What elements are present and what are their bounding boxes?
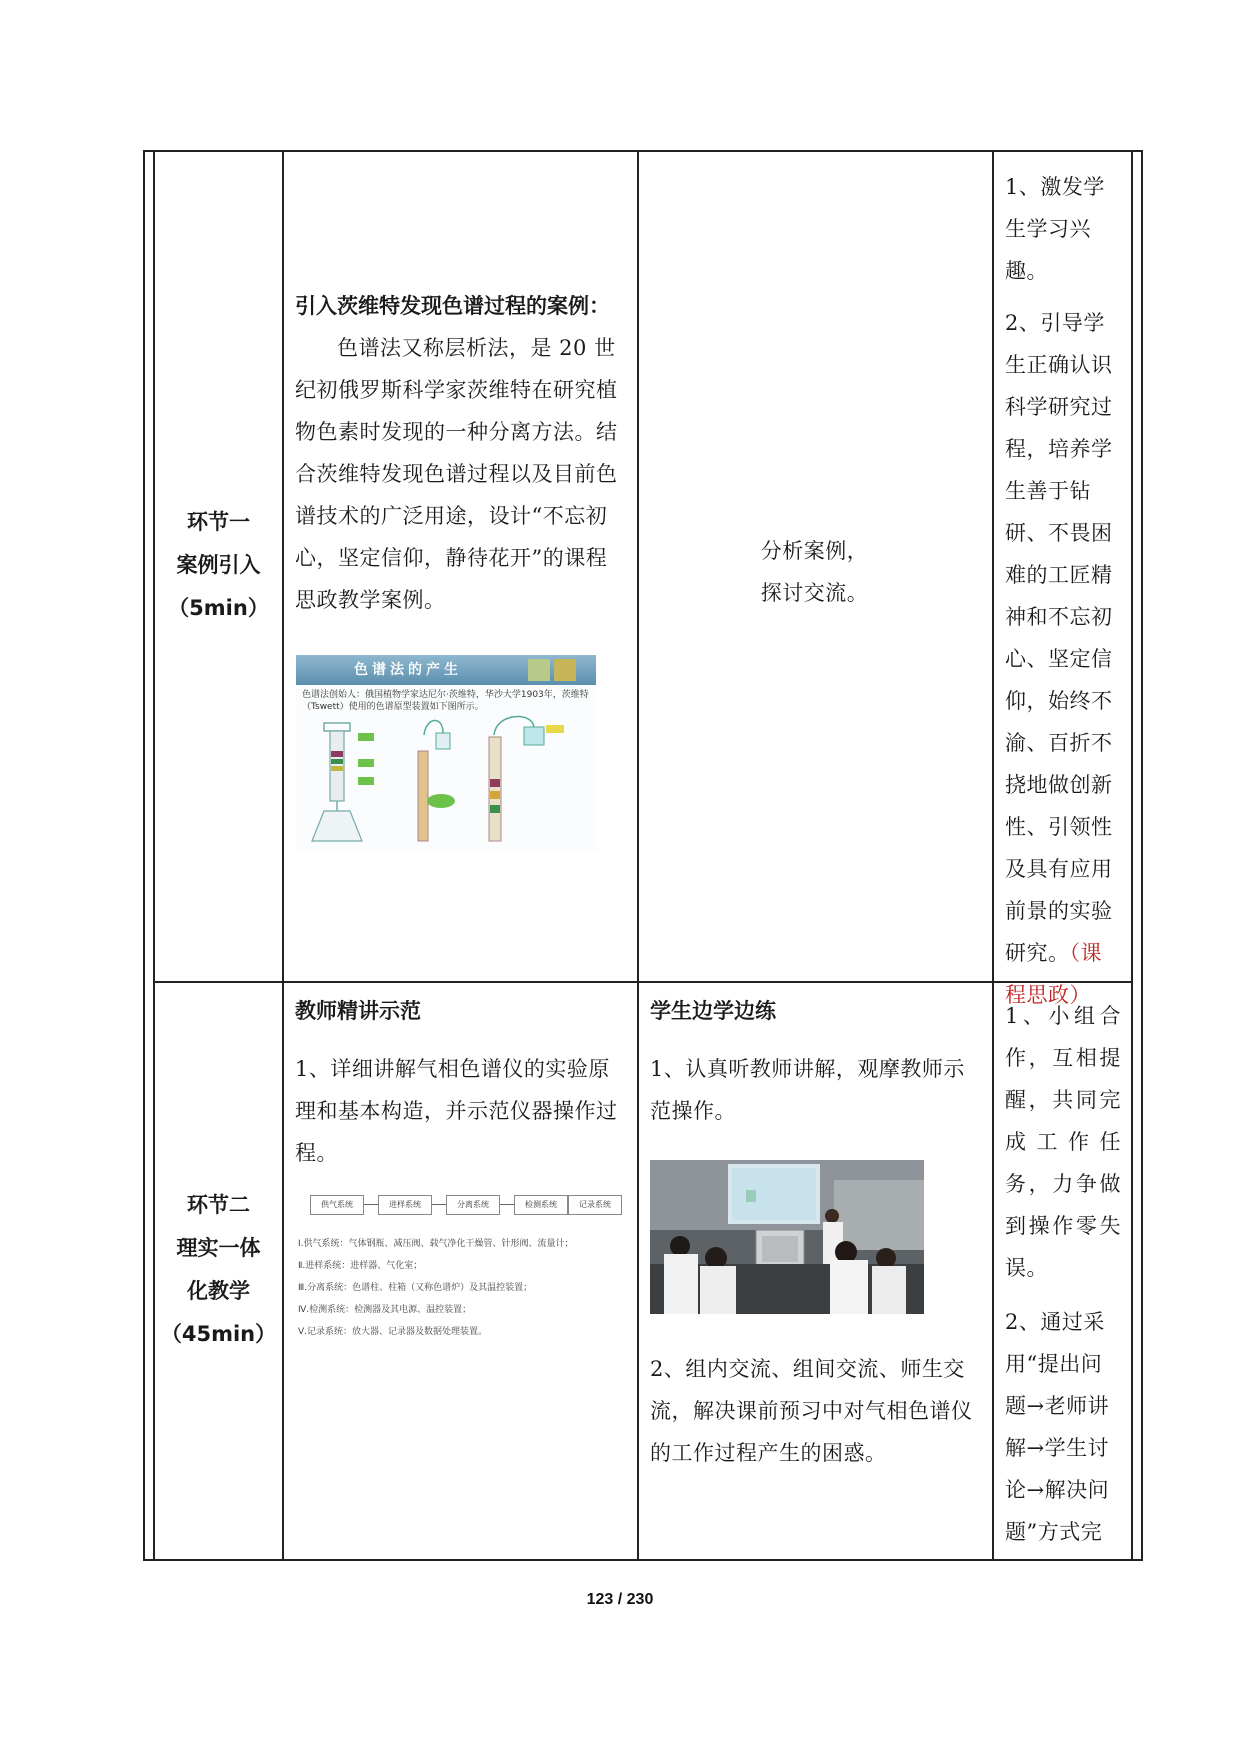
table-border-left: [143, 150, 145, 1560]
teacher-cell-1: [295, 285, 627, 621]
gc-system-line: Ⅰ.供气系统：气体钢瓶、减压阀、载气净化干燥管、针形阀、流量计；: [298, 1239, 574, 1249]
student-practice-heading: 学生边学边练: [650, 999, 776, 1023]
intent-1-item2: [1005, 302, 1121, 1016]
ideology-tag: （课程思政）: [1005, 941, 1102, 1007]
intent-2-item1: 1、小组合作，互相提醒，共同完成工作任务，力争做到操作零失误。: [1005, 1004, 1121, 1280]
case-heading: 引入茨维特发现色谱过程的案例：: [295, 294, 610, 318]
student-practice-item2: 2、组内交流、组间交流、师生交流，解决课前预习中对气相色谱仪的工作过程产生的困惑。: [650, 1357, 973, 1465]
flow-arrow: [500, 1204, 514, 1205]
stage-cell-2: [155, 981, 282, 1559]
case-body: 色谱法又称层析法，是 20 世纪初俄罗斯科学家茨维特在研究植物色素时发现的一种分离方法。结合茨维特发现色谱过程以及目前色谱技术的广泛用途，设计“不忘初心，坚定信仰，静待花开”的课程思政教学案例。: [295, 336, 618, 612]
intent-1-item1: 1、激发学生学习兴趣。: [1005, 175, 1105, 283]
table-border-right: [1141, 150, 1143, 1560]
teacher-demo-body: 1、详细讲解气相色谱仪的实验原理和基本构造，并示范仪器操作过程。: [295, 1057, 618, 1165]
apparatus-drawing: [296, 715, 596, 851]
intent-1-item2-text: 2、引导学生正确认识科学研究过程，培养学生善于钻研、不畏困难的工匠精神和不忘初心、坚定信仰，始终不渝、百折不挠地做创新性、引领性及具有应用前景的实验研究。: [1005, 311, 1113, 965]
flow-box-injection: 进样系统: [378, 1195, 432, 1215]
row-divider: [153, 981, 1133, 983]
gc-system-line: Ⅴ.记录系统：放大器、记录器及数据处理装置。: [298, 1327, 488, 1337]
col-divider-2: [637, 150, 639, 1560]
intent-2-item2: 2、通过采用“提出问题→老师讲解→学生讨论→解决问题”方式完: [1005, 1310, 1110, 1544]
intent-cell-2: [1005, 995, 1121, 1553]
leaf-thumbnail: [528, 659, 550, 681]
stage-2-line3: 化教学: [187, 1279, 250, 1303]
intent-cell-1: [1005, 166, 1121, 1016]
gc-system-line: Ⅳ.检测系统：检测器及其电源、温控装置；: [298, 1305, 472, 1315]
classroom-photo-drawing: [650, 1160, 924, 1314]
flow-box-gas-supply: 供气系统: [310, 1195, 364, 1215]
teacher-cell-2: [295, 990, 627, 1174]
col-divider-3: [992, 150, 994, 1560]
flow-arrow: [432, 1204, 446, 1205]
stage-1-line2: 案例引入: [176, 553, 261, 577]
stage-1-line1: 环节一: [187, 510, 250, 534]
chromatography-origin-figure: [296, 655, 596, 851]
flow-box-detection: 检测系统: [514, 1195, 568, 1215]
student-practice-item1: 1、认真听教师讲解，观摩教师示范操作。: [650, 1057, 965, 1123]
flow-arrow: [364, 1204, 378, 1205]
col-divider-1: [282, 150, 284, 1560]
figure-caption: 色谱法创始人：俄国植物学家达尼尔·茨维特，华沙大学1903年，茨维特（Tswett）使用的色谱原型装置如下图所示。: [302, 690, 589, 712]
leaf-thumbnail: [554, 659, 576, 681]
gc-system-line: Ⅱ.进样系统：进样器、气化室；: [298, 1261, 423, 1271]
stage-cell-1: [155, 150, 282, 981]
student-1-line2: 探讨交流。: [760, 581, 869, 605]
student-1-line1: 分析案例，: [760, 539, 869, 563]
flow-box-recording: 记录系统: [568, 1195, 622, 1215]
stage-1-line3: （5min）: [168, 596, 269, 620]
stage-2-line4: （45min）: [160, 1322, 277, 1346]
student-cell-1: [637, 530, 992, 614]
flow-box-separation: 分离系统: [446, 1195, 500, 1215]
figure-banner-title: 色谱法的产生: [354, 662, 462, 678]
gc-systems-figure: [296, 1195, 626, 1350]
gc-system-line: Ⅲ.分离系统：色谱柱、柱箱（又称色谱炉）及其温控装置；: [298, 1283, 533, 1293]
stage-2-line2: 理实一体: [176, 1236, 261, 1260]
lesson-plan-table: [143, 150, 1143, 1570]
classroom-photo: [650, 1160, 924, 1314]
gc-systems-list: [298, 1233, 626, 1343]
figure-banner: [296, 655, 596, 685]
stage-2-line1: 环节二: [187, 1193, 250, 1217]
col-divider-4: [1131, 150, 1133, 1560]
page-number: 123 / 230: [586, 1591, 654, 1608]
teacher-demo-heading: 教师精讲示范: [295, 999, 421, 1023]
